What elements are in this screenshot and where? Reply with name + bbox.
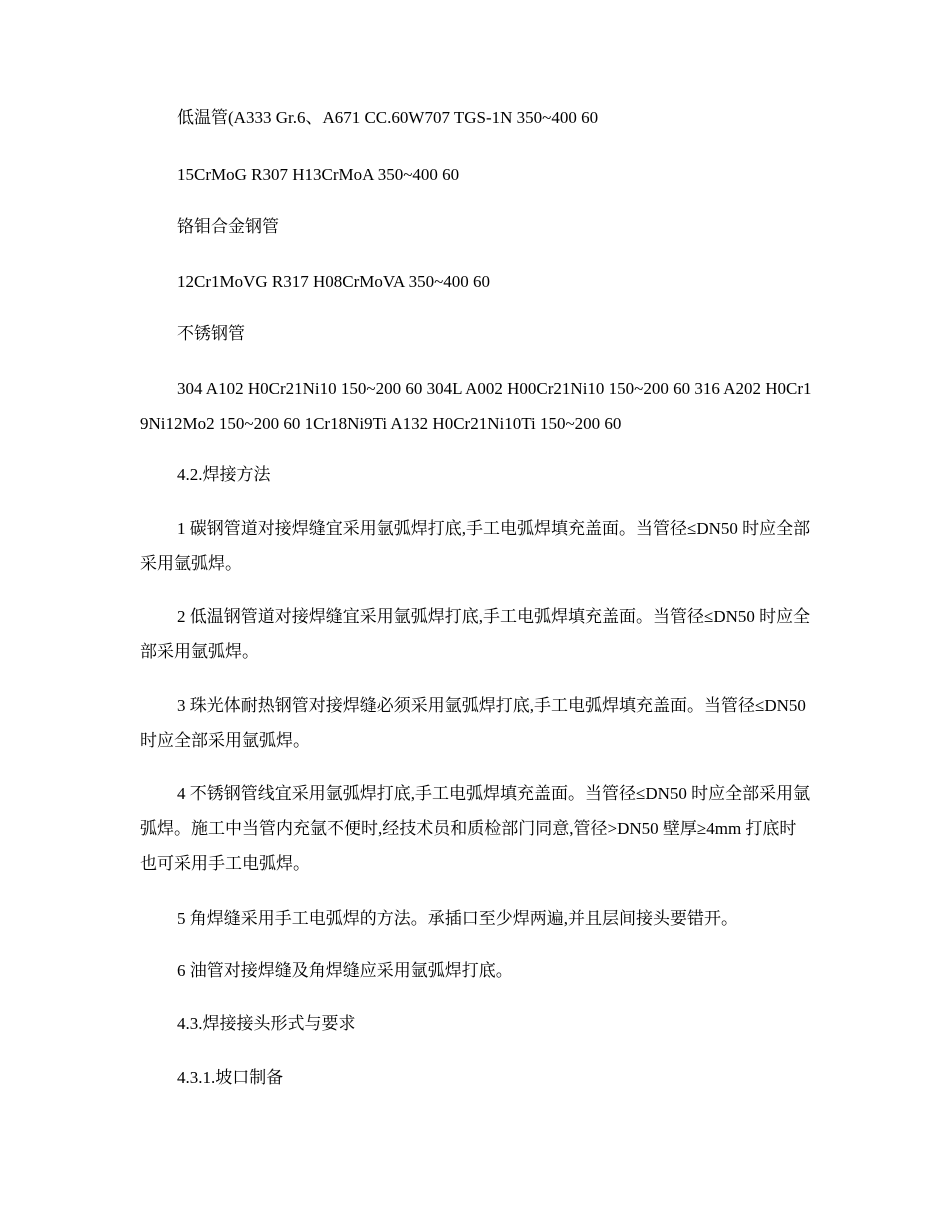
paragraph-low-temp-pipe: 低温管(A333 Gr.6、A671 CC.60W707 TGS-1N 350~400 60	[177, 108, 599, 127]
paragraph-item-6: 6 油管对接焊缝及角焊缝应采用氩弧焊打底。	[177, 961, 513, 980]
paragraph-item-2: 2 低温钢管道对接焊缝宜采用氩弧焊打底,手工电弧焊填充盖面。当管径≤DN50 时应全部采用氩弧焊。	[140, 607, 811, 661]
paragraph-item-1: 1 碳钢管道对接焊缝宜采用氩弧焊打底,手工电弧焊填充盖面。当管径≤DN50 时应全部采用氩弧焊。	[140, 519, 811, 573]
paragraph-15crmog: 15CrMoG R307 H13CrMoA 350~400 60	[177, 165, 460, 184]
paragraph-12cr1movg: 12Cr1MoVG R317 H08CrMoVA 350~400 60	[177, 272, 491, 291]
paragraph-stainless-grades: 304 A102 H0Cr21Ni10 150~200 60 304L A002 H00Cr21Ni10 150~200 60 316 A202 H0Cr19Ni12Mo2 150~200 60 1Cr18Ni9Ti A132 H0Cr21Ni10Ti 150~200 60	[140, 379, 812, 433]
paragraph-cr-mo-alloy-heading: 铬钼合金钢管	[177, 217, 279, 236]
section-heading-joint-form: 4.3.焊接接头形式与要求	[177, 1014, 356, 1033]
paragraph-item-5: 5 角焊缝采用手工电弧焊的方法。承插口至少焊两遍,并且层间接头要错开。	[177, 909, 738, 928]
section-heading-welding-method: 4.2.焊接方法	[177, 465, 271, 484]
paragraph-stainless-heading: 不锈钢管	[177, 324, 245, 343]
section-heading-groove-prep: 4.3.1.坡口制备	[177, 1068, 284, 1087]
paragraph-item-4: 4 不锈钢管线宜采用氩弧焊打底,手工电弧焊填充盖面。当管径≤DN50 时应全部采用氩弧焊。施工中当管内充氩不便时,经技术员和质检部门同意,管径>DN50 壁厚≥4mm 打底时也可采用手工电弧焊。	[140, 784, 811, 873]
paragraph-item-3: 3 珠光体耐热钢管对接焊缝必须采用氩弧焊打底,手工电弧焊填充盖面。当管径≤DN50 时应全部采用氩弧焊。	[140, 696, 806, 750]
